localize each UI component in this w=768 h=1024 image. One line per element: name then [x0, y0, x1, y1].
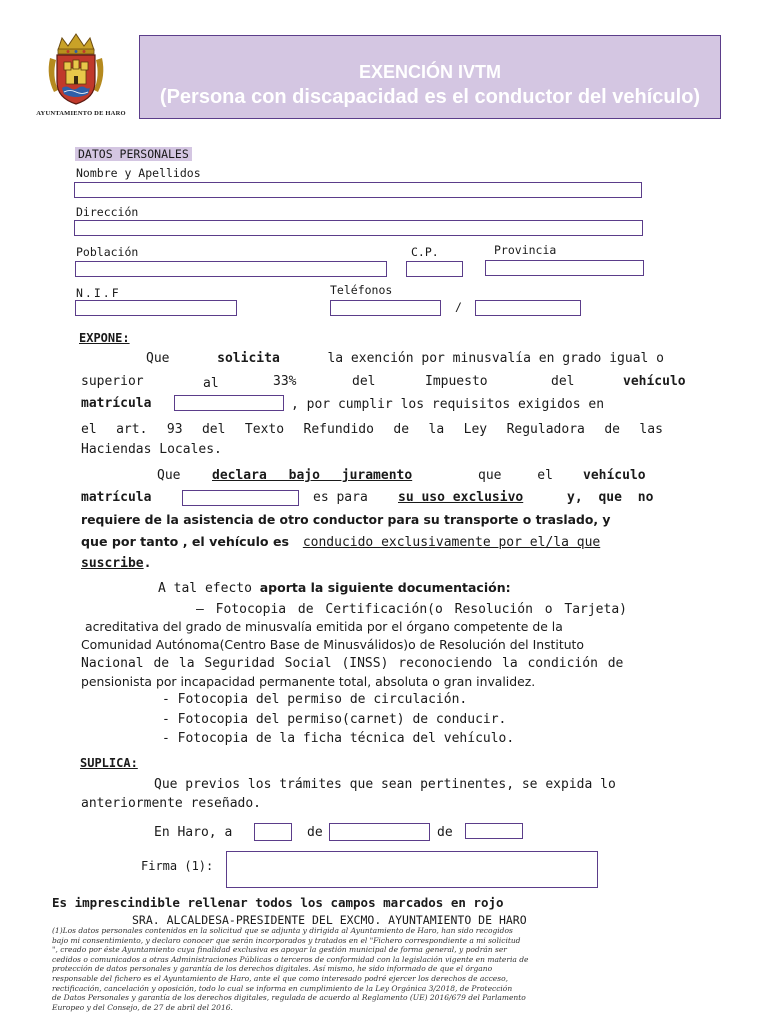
privacy-line: ", creado por éste Ayuntamiento cuya finalidad exclusiva es apoyar la gestión municipal de forma general, y podrán ser — [52, 945, 507, 955]
privacy-line: Europeo y del Consejo, de 27 de abril del 2016. — [52, 1002, 233, 1012]
address-label: Dirección — [76, 205, 139, 219]
doc4: - Fotocopia de la ficha técnica del vehículo. — [162, 731, 515, 746]
expone-p2-line4: que por tanto , el vehículo es conducido exclusivamente por el/la que — [81, 534, 601, 550]
signature-field[interactable] — [226, 851, 598, 888]
expone-p1-line3: matrícula — [81, 396, 152, 411]
expone-p1-line5: Haciendas Locales. — [81, 442, 222, 457]
expone-p2-line2-rest: es para su uso exclusivo y, que no — [313, 490, 654, 505]
city-label: Población — [76, 245, 139, 259]
docs-intro: A tal efecto aporta la siguiente documentación: — [158, 580, 511, 596]
expone-p1-line3-rest: , por cumplir los requisitos exigidos en — [291, 397, 605, 412]
expone-p1-line1: Que solicita la exención por minusvalía en grado igual o — [146, 351, 664, 366]
privacy-line: rectificación, cancelación y oposición, todo lo cual se informa en cumplimiento de la Ley Orgánica 3/2018, de Protección — [52, 983, 513, 993]
city-field[interactable] — [75, 261, 387, 277]
privacy-line: de Datos Personales y garantía de los derechos digitales, regulada de acuerdo al Reglamento (UE) 2016/679 del Parlamento — [52, 993, 526, 1003]
suplica-line1: Que previos los trámites que sean pertinentes, se expida lo — [154, 777, 616, 792]
expone-p2-line1: Que declara bajo juramento que el vehículo — [157, 468, 646, 483]
year-field[interactable] — [465, 823, 523, 839]
doc3: - Fotocopia del permiso(carnet) de conducir. — [162, 712, 507, 727]
expone-p1-line2: superior al 33% del Impuesto del vehículo — [81, 374, 686, 391]
phone1-field[interactable] — [330, 300, 441, 316]
name-label: Nombre y Apellidos — [76, 166, 201, 180]
title-line-1: EXENCIÓN IVTM — [358, 62, 501, 82]
expone-p2-line3: requiere de la asistencia de otro conductor para su transporte o traslado, y — [81, 512, 611, 527]
privacy-line: responsable del fichero es el Ayuntamiento de Haro, ante el que como interesado podré ejercer los derechos de acceso, — [52, 973, 508, 983]
doc2: - Fotocopia del permiso de circulación. — [162, 692, 468, 707]
zip-label: C.P. — [411, 245, 439, 259]
place-label: En Haro, a — [154, 825, 233, 840]
doc1-line3: Comunidad Autónoma(Centro Base de Minusválidos)o de Resolución del Instituto — [81, 637, 584, 652]
addressee: SRA. ALCALDESA-PRESIDENTE DEL EXCMO. AYUNTAMIENTO DE HARO — [132, 913, 527, 927]
privacy-line: cedidos o comunicados a otras Administraciones Públicas o terceros de conformidad con la legislación vigente en materia de — [52, 954, 529, 964]
suplica-heading: SUPLICA: — [80, 756, 138, 770]
title-line-2: (Persona con discapacidad es el conductor del vehículo) — [159, 86, 701, 108]
address-field[interactable] — [74, 220, 643, 236]
expone-heading: EXPONE: — [79, 331, 130, 345]
name-field[interactable] — [74, 182, 642, 198]
expone-p2-line2: matrícula — [81, 490, 152, 505]
coat-of-arms-logo — [44, 32, 108, 108]
matricula-field-1[interactable] — [174, 395, 284, 411]
phone2-field[interactable] — [475, 300, 581, 316]
privacy-notice — [52, 926, 722, 1012]
date-de-1: de — [307, 825, 323, 840]
date-de-2: de — [437, 825, 453, 840]
suplica-line2: anteriormente reseñado. — [81, 796, 262, 811]
town-caption: AYUNTAMIENTO DE HARO — [36, 110, 126, 117]
zip-field[interactable] — [406, 261, 463, 277]
expone-p1-line4: el art. 93 del Texto Refundido de la Ley Reguladora de las — [81, 422, 663, 437]
title-banner — [139, 35, 721, 119]
province-field[interactable] — [485, 260, 644, 276]
required-note: Es imprescindible rellenar todos los campos marcados en rojo — [52, 895, 504, 910]
phone-separator: / — [455, 300, 462, 314]
doc1-line4: Nacional de la Seguridad Social (INSS) reconociendo la condición de — [81, 656, 624, 671]
nif-label: N.I.F — [76, 286, 121, 300]
province-label: Provincia — [494, 243, 557, 257]
doc1-line1: – Fotocopia de Certificación(o Resolución o Tarjeta) — [196, 602, 627, 617]
doc1-line5: pensionista por incapacidad permanente total, absoluta o gran invalidez. — [81, 674, 536, 689]
privacy-line: (1)Los datos personales contenidos en la solicitud que se adjunta y dirigida al Ayuntamiento de Haro, han sido recogidos — [52, 926, 513, 935]
nif-field[interactable] — [75, 300, 237, 316]
month-field[interactable] — [329, 823, 430, 841]
phones-label: Teléfonos — [330, 283, 393, 297]
section-datos-personales: DATOS PERSONALES — [75, 147, 192, 161]
day-field[interactable] — [254, 823, 292, 841]
signature-label: Firma (1): — [141, 859, 214, 873]
privacy-line: bajo mi consentimiento, y declaro conocer que serán incorporados y tratados en el "Fichero correspondiente a mi solicitud — [52, 935, 521, 945]
privacy-line: protección de datos personales y garantía de los derechos digitales. Así mismo, he sido informado de que el órgano — [52, 964, 493, 974]
doc1-line2: acreditativa del grado de minusvalía emitida por el órgano competente de la — [85, 619, 563, 634]
expone-p2-line5: suscribe. — [81, 556, 152, 571]
matricula-field-2[interactable] — [182, 490, 299, 506]
